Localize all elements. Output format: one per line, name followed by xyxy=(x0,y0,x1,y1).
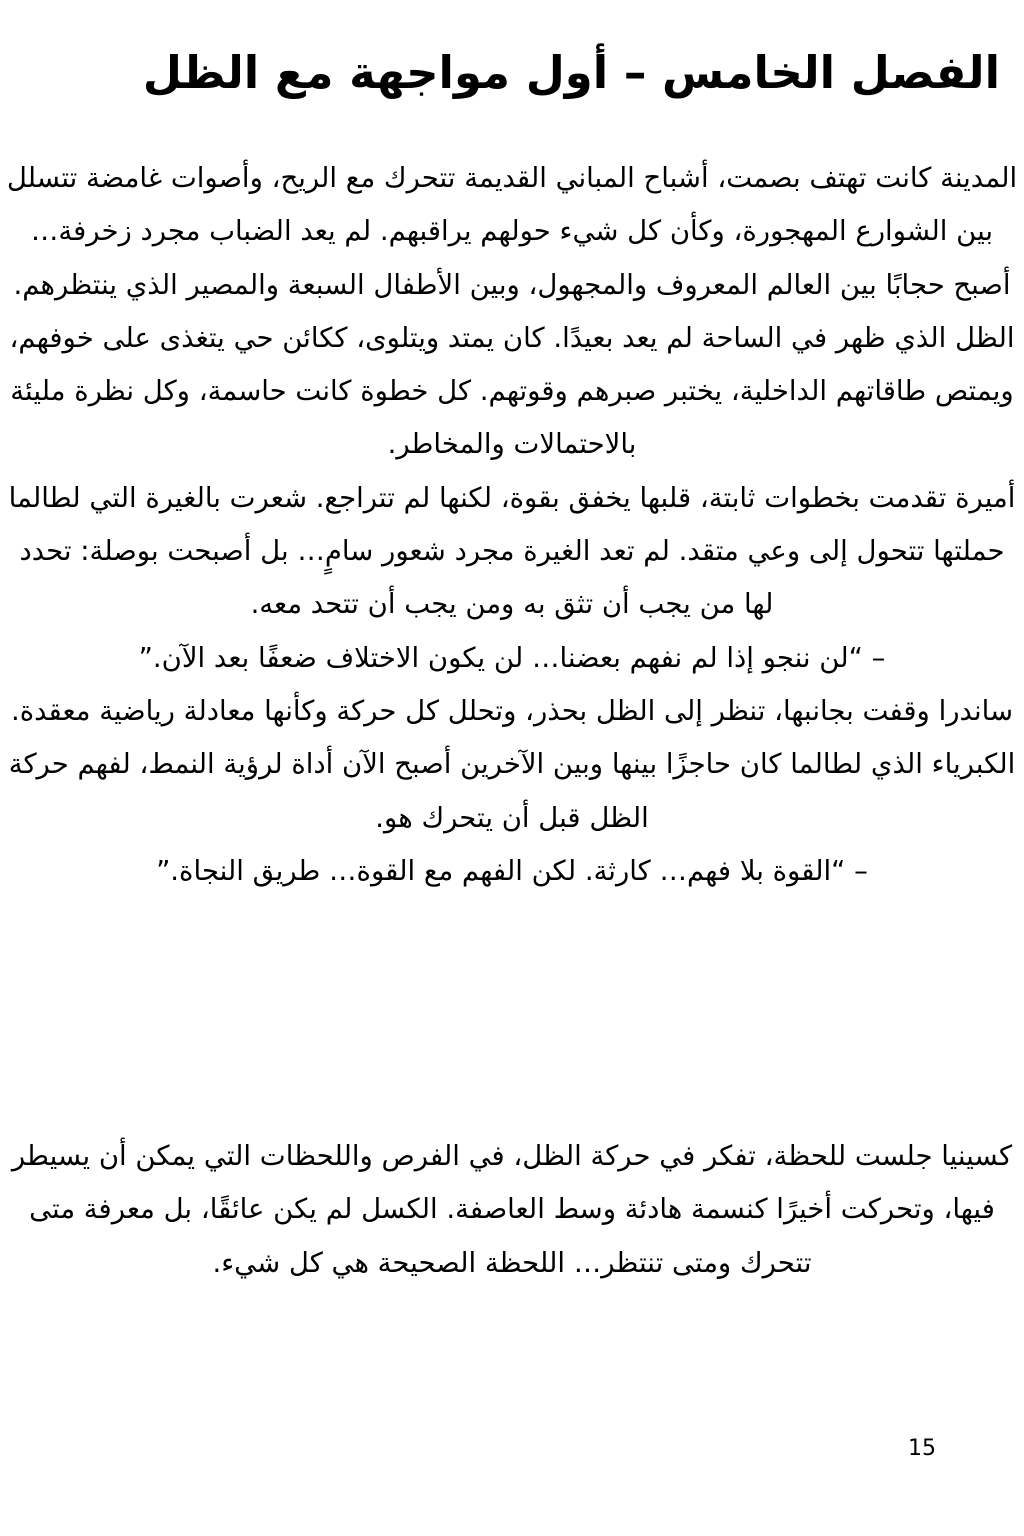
dialogue-amira: – “لن ننجو إذا لم نفهم بعضنا… لن يكون الاختلاف ضعفًا بعد الآن.” xyxy=(138,641,886,674)
paragraph-amira: أميرة تقدمت بخطوات ثابتة، قلبها يخفق بقوة، لكنها لم تتراجع. شعرت بالغيرة التي لطالما حملتها تتحول إلى وعي متقد. لم تعد الغيرة مجرد شعور سامٍ… بل أصبحت بوصلة: تحدد لها من يجب أن تثق به ومن يجب أن تتحد معه. xyxy=(8,481,1016,621)
paragraph-ksenia: كسينيا جلست للحظة، تفكر في حركة الظل، في الفرص واللحظات التي يمكن أن يسيطر فيها، وتحركت أخيرًا كنسمة هادئة وسط العاصفة. الكسل لم يكن عائقًا، بل معرفة متى تتحرك ومتى تنتظر… اللحظة الصحيحة هي كل شيء. xyxy=(11,1140,1013,1279)
paragraph-shadow: الظل الذي ظهر في الساحة لم يعد بعيدًا. كان يمتد ويتلوى، ككائن حي يتغذى على خوفهم، ويمتص طاقاتهم الداخلية، يختبر صبرهم وقوتهم. كل خطوة كانت حاسمة، وكل نظرة مليئة بالاحتمالات والمخاطر. xyxy=(9,321,1015,461)
paragraph-sandra: ساندرا وقفت بجانبها، تنظر إلى الظل بحذر، وتحلل كل حركة وكأنها معادلة رياضية معقدة. الكبرياء الذي لطالما كان حاجزًا بينها وبين الآخرين أصبح الآن أداة لرؤية النمط، لفهم حركة الظل قبل أن يتحرك هو. xyxy=(8,694,1016,834)
page-number: 15 xyxy=(908,1436,936,1461)
chapter-title: الفصل الخامس – أول مواجهة مع الظل xyxy=(142,46,1000,99)
dialogue-sandra: – “القوة بلا فهم… كارثة. لكن الفهم مع القوة… طريق النجاة.” xyxy=(156,854,868,887)
closing-section xyxy=(4,1130,1020,1290)
chapter-body xyxy=(4,152,1020,898)
paragraph-city: المدينة كانت تهتف بصمت، أشباح المباني القديمة تتحرك مع الريح، وأصوات غامضة تتسلل بين الشوارع المهجورة، وكأن كل شيء حولهم يراقبهم. لم يعد الضباب مجرد زخرفة… أصبح حجابًا بين العالم المعروف والمجهول، وبين الأطفال السبعة والمصير الذي ينتظرهم. xyxy=(6,162,1018,301)
